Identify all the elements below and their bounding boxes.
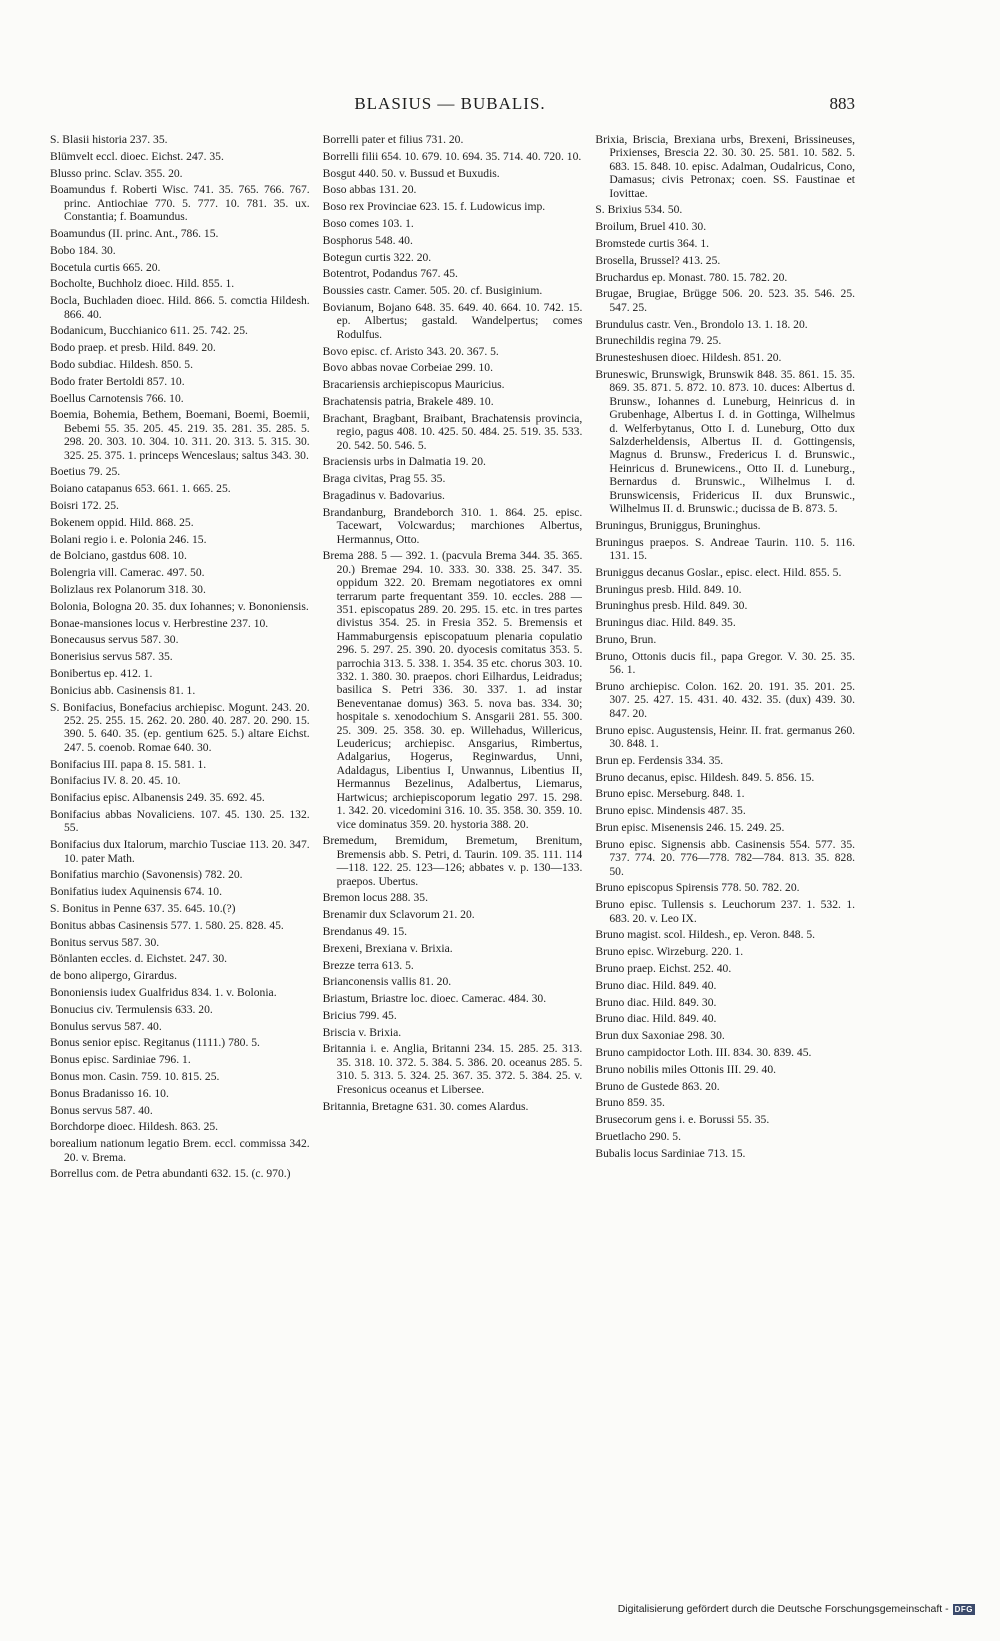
index-entry: Bovo abbas novae Corbeiae 299. 10. [322,361,493,375]
index-entry: Botentrot, Podandus 767. 45. [322,267,458,281]
page-number: 883 [829,94,855,113]
index-entry: Bruno archiepisc. Colon. 162. 20. 191. 35. 201. 25. 307. 25. 427. 15. 431. 40. 432. 35. (dux) 439. 30. 847. 20. [595,680,856,720]
index-entry: Brun episc. Misenensis 246. 15. 249. 25. [595,821,785,835]
index-entry: Bracariensis archiepiscopus Mauricius. [322,378,505,392]
index-entry: Bruninghus presb. Hild. 849. 30. [595,599,748,613]
index-entry: Bononiensis iudex Gualfridus 834. 1. v. Bolonia. [50,985,277,999]
index-entry: Britannia i. e. Anglia, Britanni 234. 15. 285. 25. 313. 35. 318. 10. 372. 5. 384. 5. 386. 20. oceanus 285. 5. 310. 5. 313. 5. 324. 25. 367. 35. 372. 5. 384. 25. v. Fresonicus oceanus et Libersee. [322,1042,583,1096]
index-entry: Bruno diac. Hild. 849. 40. [595,1012,717,1026]
index-entry: Bruno episc. Tullensis s. Leuchorum 237. 1. 532. 1. 683. 20. v. Leo IX. [595,898,856,925]
index-entry: Bruno episc. Wirzeburg. 220. 1. [595,945,744,959]
index-entry: Bonus servus 587. 40. [50,1103,153,1117]
index-entry: Blusso princ. Sclav. 355. 20. [50,166,183,180]
index-entry: Bruno diac. Hild. 849. 40. [595,978,717,992]
index-entry: Bonulus servus 587. 40. [50,1019,162,1033]
index-entry: Britannia, Bretagne 631. 30. comes Alardus. [322,1099,529,1113]
index-entry: Bonicius abb. Casinensis 81. 1. [50,683,196,697]
credit-text: Digitalisierung gefördert durch die Deutsche Forschungsgemeinschaft - [617,1603,949,1615]
index-entry: Bruchardus ep. Monast. 780. 15. 782. 20. [595,270,788,284]
index-entry: Bosgut 440. 50. v. Bussud et Buxudis. [322,166,500,180]
index-entry: Bruno, Ottonis ducis fil., papa Gregor. V. 30. 25. 35. 56. 1. [595,649,856,677]
index-entry: Bonus episc. Sardiniae 796. 1. [50,1053,191,1067]
index-entry: Bragadinus v. Badovarius. [322,488,445,502]
index-entry: Brixia, Briscia, Brexiana urbs, Brexeni, Brissineuses, Prixienses, Brescia 22. 30. 30. 25. 581. 10. 582. 5. 683. 15. 848. 10. episc. Adalman, Oudalricus, Cono, Damasus; civis Petronax; coen. SS. Faustinae et Iovittae. [595,133,856,200]
index-entry: Briastum, Briastre loc. dioec. Camerac. 484. 30. [322,992,547,1006]
index-entry: Bruningus presb. Hild. 849. 10. [595,582,742,596]
index-entry: Brunechildis regina 79. 25. [595,334,722,348]
index-entry: Bolani regio i. e. Polonia 246. 15. [50,532,207,546]
running-title: BLASIUS — BUBALIS. [354,94,546,113]
index-entry: Bruningus, Bruniggus, Bruninghus. [595,518,761,532]
index-entry: Bruno praep. Eichst. 252. 40. [595,962,732,976]
index-entry: S. Brixius 534. 50. [595,203,683,217]
index-entry: Bruno decanus, episc. Hildesh. 849. 5. 856. 15. [595,770,815,784]
index-entry: Borchdorpe dioec. Hildesh. 863. 25. [50,1120,219,1134]
index-entry: Brianconensis vallis 81. 20. [322,975,452,989]
index-entry: Bruningus praepos. S. Andreae Taurin. 110. 5. 116. 131. 15. [595,535,856,563]
index-column-right [595,133,855,1528]
index-entry: Bruno episc. Augustensis, Heinr. II. frat. germanus 260. 30. 848. 1. [595,723,856,751]
index-entry: Bonitus abbas Casinensis 577. 1. 580. 25. 828. 45. [50,918,284,932]
index-entry: de bono alipergo, Girardus. [50,969,177,983]
index-entry: Brundulus castr. Ven., Brondolo 13. 1. 18. 20. [595,317,808,331]
index-entry: Brexeni, Brexiana v. Brixia. [322,941,453,955]
index-entry: Bonitus servus 587. 30. [50,935,160,949]
index-entry: Borrellus com. de Petra abundanti 632. 15. (c. 970.) [50,1167,291,1181]
index-entry: Boso rex Provinciae 623. 15. f. Ludowicus imp. [322,200,546,214]
index-entry: Bonifatius marchio (Savonensis) 782. 20. [50,868,243,882]
index-entry: Bolizlaus rex Polanorum 318. 30. [50,582,206,596]
index-entry: Bonifacius episc. Albanensis 249. 35. 692. 45. [50,791,265,805]
index-entry: Bonibertus ep. 412. 1. [50,666,153,680]
digitization-credit [618,1603,975,1615]
index-entry: Brema 288. 5 — 392. 1. (pacvula Brema 344. 35. 365. 20.) Bremae 294. 10. 333. 30. 338. 25. 347. 35. oppidum 322. 20. Bremam negotiatores ex omni terrarum parte frequentant 359. 10. eccles. 288 — 351. episcopatus 289. 20. 295. 15. etc. in tres partes divistus 354. 25. in Fresia 352. 5. Bremensis et Hammaburgensis episcopatuum plenaria copulatio 296. 5. 297. 25. 390. 20. dyocesis comitatus 353. 5. parrochia 313. 5. 338. 1. 354. 35 etc. chorus 303. 10. 332. 1. 380. 30. praepos. chori Eilhardus, Leidradus; basilica S. Petri 336. 30. 337. 1. ad instar Beneventanae domus) 363. 5. nova bas. 334. 30; hospitale s. xenodochium S. Ansgarii 281. 55. 300. 25. 309. 25. 358. 30. ep. Willehadus, Willericus, Leudericus; archiepisc. Ansgarius, Rimbertus, Adalgarius, Hogerus, Reginwardus, Unni, Adaldagus, Libentius I, Unwannus, Libentius II, Hermannus Bezelinus, Adalbertus, Liemarus, Hartwicus; archiepiscoporum legatio 297. 15. 298. 1. 342. 20. vicedomini 316. 10. 35. 358. 30. 359. 10. vice dominatus 359. 20. hystoria 388. 20. [322,549,583,831]
index-entry: Bremedum, Bremidum, Bremetum, Brenitum, Bremensis abb. S. Petri, d. Taurin. 109. 35. 111. 114—118. 122. 25. 123—126; abbates v. p. 130—133. praepos. Ubertus. [322,834,583,888]
index-entry: borealium nationum legatio Brem. eccl. commissa 342. 20. v. Brema. [50,1137,310,1164]
index-entry: Bonifacius abbas Novaliciens. 107. 45. 130. 25. 132. 55. [50,807,310,835]
index-entry: Bodanicum, Bucchianico 611. 25. 742. 25. [50,324,248,338]
index-entry: Blümvelt eccl. dioec. Eichst. 247. 35. [50,149,224,163]
index-entry: S. Blasii historia 237. 35. [50,133,168,146]
index-entry: Bonifacius dux Italorum, marchio Tusciae 113. 20. 347. 10. pater Math. [50,838,310,865]
index-entry: Briscia v. Brixia. [322,1025,402,1039]
index-entry: Bocholte, Buchholz dioec. Hild. 855. 1. [50,277,235,291]
index-entry: Bruetlacho 290. 5. [595,1130,681,1144]
index-entry: S. Bonitus in Penne 637. 35. 645. 10.(?) [50,901,236,915]
index-entry: Bocetula curtis 665. 20. [50,260,161,274]
index-entry: Bonus senior episc. Regitanus (1111.) 780. 5. [50,1036,260,1050]
index-columns [50,133,855,1528]
index-entry: Boellus Carnotensis 766. 10. [50,391,184,405]
index-entry: Bricius 799. 45. [322,1008,397,1022]
index-entry: Brandanburg, Brandeborch 310. 1. 864. 25. episc. Tacewart, Volcwardus; marchiones Albertus, Hermannus, Otto. [322,505,583,546]
index-entry: Brunesteshusen dioec. Hildesh. 851. 20. [595,351,782,365]
index-entry: Bruneswic, Brunswigk, Brunswik 848. 35. 861. 15. 35. 869. 35. 871. 5. 872. 10. 873. 10. duces: Albertus d. Brunsw., Iohannes d. Luneburg, Heinricus d. in Grubenhage, Albertus I. d. in Gottinga, Wilhelmus d. Welferbytanus, Otto I. d. Luneburg, Otto dux Salzderheldensis, Albertus II. d. Gottingensis, Magnus d. Brunsw., Fredericus I. d. Brunswic., Heinricus d. Brunewicens., Otto II. d. Luneburg., Bernardus d. Brunswic., Wilhelmus I. d. Brunswicensis, Fridericus II. dux Brunswic., Wilhelmus II. d. Brunswic.; ducissa de B. 873. 5. [595,368,856,516]
index-entry: Bromstede curtis 364. 1. [595,237,710,251]
index-entry: Boso comes 103. 1. [322,216,414,230]
index-entry: Bruno campidoctor Loth. III. 834. 30. 839. 45. [595,1046,812,1060]
index-entry: Boiano catapanus 653. 661. 1. 665. 25. [50,482,231,496]
index-entry: Bolengria vill. Camerac. 497. 50. [50,566,205,580]
index-entry: Bonerisius servus 587. 35. [50,650,173,664]
index-entry: Bremon locus 288. 35. [322,891,428,905]
index-entry: Bonus Bradanisso 16. 10. [50,1086,169,1100]
index-entry: Brachatensis patria, Brakele 489. 10. [322,394,494,408]
page-header [45,94,855,116]
index-entry: Brosella, Brussel? 413. 25. [595,253,721,267]
index-entry: Botegun curtis 322. 20. [322,250,432,264]
index-entry: Boamundus (II. princ. Ant., 786. 15. [50,227,219,240]
index-entry: Boussies castr. Camer. 505. 20. cf. Busiginium. [322,284,543,298]
index-entry: Bonifatius iudex Aquinensis 674. 10. [50,885,222,899]
index-entry: Bruno episc. Mindensis 487. 35. [595,804,746,818]
index-entry: Brezze terra 613. 5. [322,958,414,972]
index-entry: Brusecorum gens i. e. Borussi 55. 35. [595,1113,770,1127]
index-entry: Bonucius civ. Termulensis 633. 20. [50,1002,213,1016]
index-entry: Brendanus 49. 15. [322,924,408,938]
index-entry: Bolonia, Bologna 20. 35. dux Iohannes; v. Bononiensis. [50,599,309,613]
index-entry: Bovianum, Bojano 648. 35. 649. 40. 664. 10. 742. 15. ep. Albertus; gastald. Wandelpertus; comes Rodulfus. [322,300,583,341]
index-entry: Bruno de Gustede 863. 20. [595,1079,720,1093]
index-entry: S. Bonifacius, Bonefacius archiepisc. Mogunt. 243. 20. 252. 25. 255. 15. 262. 20. 280. 40. 287. 20. 290. 15. 390. 5. 640. 35. (ep. gentium 625. 5.) altare Eichst. 247. 5. coenob. Romae 640. 30. [50,700,310,754]
index-entry: Borrelli pater et filius 731. 20. [322,133,464,146]
index-entry: Bruningus diac. Hild. 849. 35. [595,616,736,630]
index-entry: Boisri 172. 25. [50,498,119,512]
dfg-logo: DFG [954,1604,973,1614]
index-entry: Bodo praep. et presb. Hild. 849. 20. [50,341,216,355]
index-entry: Bönlanten eccles. d. Eichstet. 247. 30. [50,952,228,966]
index-entry: Bodo frater Bertoldi 857. 10. [50,374,185,388]
index-column-middle [323,133,583,1528]
index-entry: Borrelli filii 654. 10. 679. 10. 694. 35. 714. 40. 720. 10. [322,149,582,163]
index-entry: Broilum, Bruel 410. 30. [595,220,707,234]
index-entry: Bruno, Brun. [595,633,657,647]
index-entry: Bocla, Buchladen dioec. Hild. 866. 5. comctia Hildesh. 866. 40. [50,294,310,321]
index-entry: Braga civitas, Prag 55. 35. [322,472,446,486]
index-entry: Brun dux Saxoniae 298. 30. [595,1029,725,1043]
index-entry: Bonecausus servus 587. 30. [50,633,179,647]
index-entry: Braciensis urbs in Dalmatia 19. 20. [322,455,486,469]
index-entry: Boemia, Bohemia, Bethem, Boemani, Boemi, Boemii, Bebemi 55. 35. 205. 45. 219. 35. 281. 35. 285. 5. 298. 20. 303. 10. 304. 10. 311. 20. 313. 5. 315. 30. 325. 25. 375. 1. princeps Wenceslaus; saltus 343. 30. [50,408,310,462]
index-entry: Bonus mon. Casin. 759. 10. 815. 25. [50,1069,220,1083]
index-entry: Bokenem oppid. Hild. 868. 25. [50,515,194,529]
index-entry: Bonae-mansiones locus v. Herbrestine 237. 10. [50,616,269,630]
index-entry: Bosphorus 548. 40. [322,233,413,247]
index-entry: Bobo 184. 30. [50,243,116,257]
index-entry: Bruno episc. Signensis abb. Casinensis 554. 577. 35. 737. 774. 20. 776—778. 782—784. 813. 35. 828. 50. [595,837,856,878]
index-entry: Bruno episc. Merseburg. 848. 1. [595,787,745,801]
index-entry: Brenamir dux Sclavorum 21. 20. [322,908,475,922]
index-entry: Brachant, Bragbant, Braibant, Brachatensis provincia, regio, pagus 408. 10. 425. 50. 484. 25. 519. 35. 533. 20. 542. 50. 546. 5. [322,411,583,452]
index-entry: Bruno magist. scol. Hildesh., ep. Veron. 848. 5. [595,928,816,942]
index-entry: Boso abbas 131. 20. [322,183,417,197]
index-entry: Bruno episcopus Spirensis 778. 50. 782. 20. [595,881,800,895]
index-entry: Boetius 79. 25. [50,465,121,479]
index-entry: Bruniggus decanus Goslar., episc. elect. Hild. 855. 5. [595,565,842,579]
index-entry: Bruno nobilis miles Ottonis III. 29. 40. [595,1062,777,1076]
index-entry: Boamundus f. Roberti Wisc. 741. 35. 765. 766. 767. princ. Antiochiae 770. 5. 777. 10. 781. 35. ux. Constantia; f. Boamundus. [50,183,310,224]
index-entry: Bonifacius IV. 8. 20. 45. 10. [50,774,181,788]
index-entry: Brun ep. Ferdensis 334. 35. [595,753,724,767]
index-entry: Bruno diac. Hild. 849. 30. [595,995,717,1009]
index-entry: Bubalis locus Sardiniae 713. 15. [595,1146,746,1160]
index-entry: Bruno 859. 35. [595,1096,665,1110]
index-entry: Brugae, Brugiae, Brügge 506. 20. 523. 35. 546. 25. 547. 25. [595,287,856,314]
index-column-left [50,133,310,1528]
index-entry: Bonifacius III. papa 8. 15. 581. 1. [50,757,207,771]
index-entry: de Bolciano, gastdus 608. 10. [50,549,187,563]
index-entry: Bovo episc. cf. Aristo 343. 20. 367. 5. [322,344,499,358]
index-entry: Bodo subdiac. Hildesh. 850. 5. [50,357,193,371]
